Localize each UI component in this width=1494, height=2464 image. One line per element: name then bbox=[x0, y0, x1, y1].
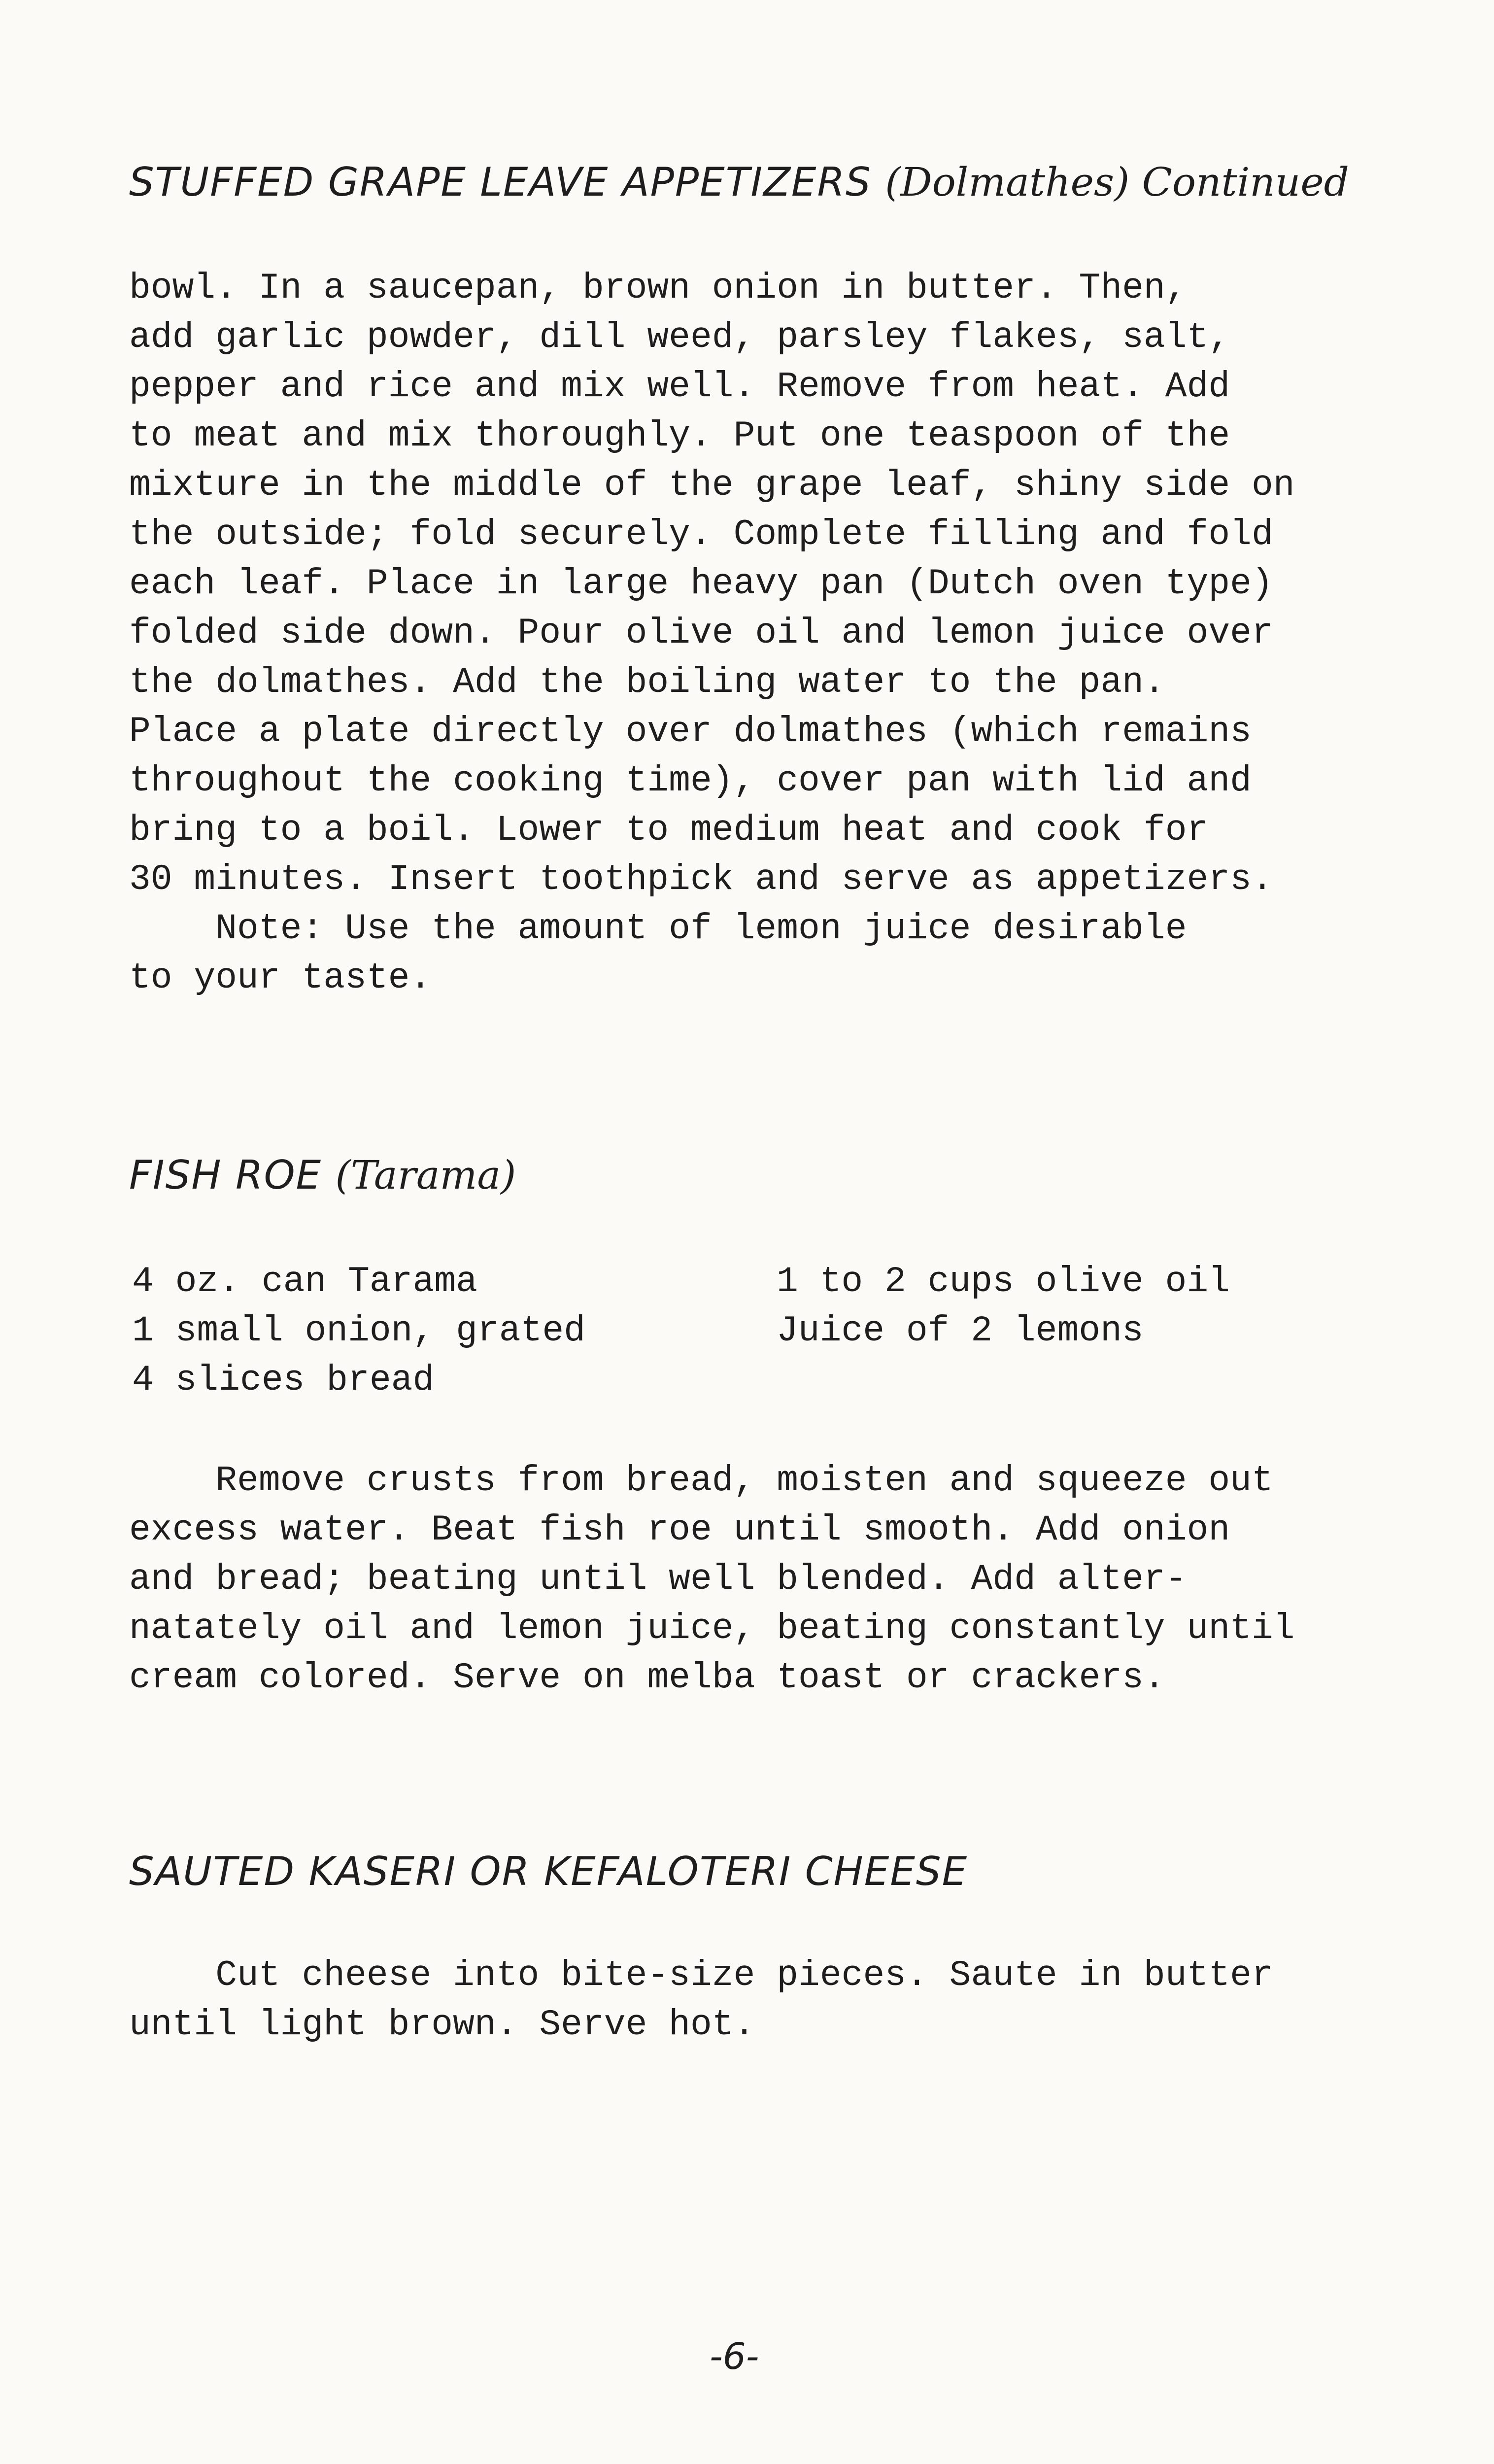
text-line: Note: Use the amount of lemon juice desirable bbox=[129, 908, 1187, 949]
ingredient-item: Juice of 2 lemons bbox=[777, 1310, 1144, 1351]
text-line: excess water. Beat fish roe until smooth. Add onion bbox=[129, 1509, 1230, 1550]
section-heading-dolmathes bbox=[129, 159, 1349, 205]
ingredient-item: 4 slices bread bbox=[132, 1360, 435, 1401]
text-line: bring to a boil. Lower to medium heat and cook for bbox=[129, 810, 1209, 851]
section-heading-fish-roe bbox=[129, 1152, 516, 1198]
text-line: add garlic powder, dill weed, parsley flakes, salt, bbox=[129, 317, 1230, 358]
text-line: the outside; fold securely. Complete filling and fold bbox=[129, 514, 1273, 555]
text-line: bowl. In a saucepan, brown onion in butter. Then, bbox=[129, 268, 1187, 308]
text-line: Place a plate directly over dolmathes (which remains bbox=[129, 711, 1252, 752]
section-subtitle: (Dolmathes) Continued bbox=[885, 159, 1349, 205]
section-title: STUFFED GRAPE LEAVE APPETIZERS bbox=[129, 159, 872, 205]
text-line: natately oil and lemon juice, beating constantly until bbox=[129, 1608, 1295, 1649]
section-title: FISH ROE bbox=[129, 1152, 322, 1198]
page-number: -6- bbox=[710, 2335, 759, 2378]
section-heading-sauted-cheese bbox=[129, 1848, 968, 1894]
section-title: SAUTED KASERI OR KEFALOTERI CHEESE bbox=[129, 1848, 968, 1894]
text-line: folded side down. Pour olive oil and lemon juice over bbox=[129, 613, 1273, 653]
text-line: cream colored. Serve on melba toast or crackers. bbox=[129, 1657, 1165, 1698]
text-line: until light brown. Serve hot. bbox=[129, 2004, 755, 2045]
ingredient-item: 1 to 2 cups olive oil bbox=[777, 1261, 1230, 1302]
section-subtitle: (Tarama) bbox=[335, 1152, 516, 1198]
text-line: to your taste. bbox=[129, 958, 432, 998]
text-line: mixture in the middle of the grape leaf, shiny side on bbox=[129, 465, 1295, 506]
text-line: pepper and rice and mix well. Remove from heat. Add bbox=[129, 366, 1230, 407]
text-line: Remove crusts from bread, moisten and squeeze out bbox=[129, 1460, 1273, 1501]
text-line: and bread; beating until well blended. Add alter- bbox=[129, 1559, 1187, 1600]
text-line: to meat and mix thoroughly. Put one teaspoon of the bbox=[129, 415, 1230, 456]
ingredient-item: 4 oz. can Tarama bbox=[132, 1261, 477, 1302]
ingredient-item: 1 small onion, grated bbox=[132, 1310, 585, 1351]
text-line: the dolmathes. Add the boiling water to the pan. bbox=[129, 662, 1165, 703]
text-line: 30 minutes. Insert toothpick and serve as appetizers. bbox=[129, 859, 1273, 900]
text-line: each leaf. Place in large heavy pan (Dutch oven type) bbox=[129, 563, 1273, 604]
text-line: throughout the cooking time), cover pan with lid and bbox=[129, 760, 1252, 801]
text-line: Cut cheese into bite-size pieces. Saute in butter bbox=[129, 1955, 1273, 1996]
